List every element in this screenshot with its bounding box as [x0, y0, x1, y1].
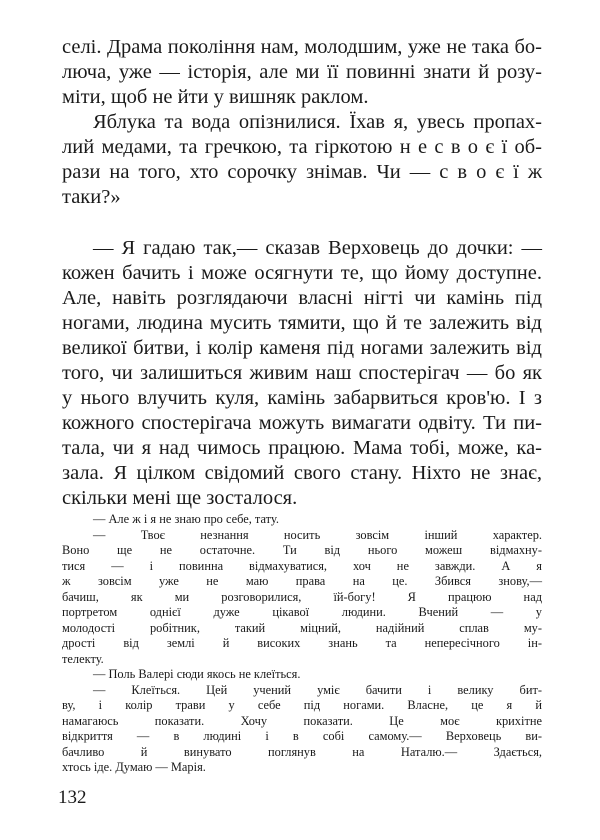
- text-line: — Я гадаю так,— сказав Верховець до дочки: —: [93, 237, 542, 259]
- text-line: — Клеїться. Цей учений уміє бачити і велику бит-: [93, 683, 542, 697]
- text-line: ж зовсім уже не маю права на це. Збився знову,—: [62, 574, 542, 588]
- text-line: Яблука та вода опізнилися. Їхав я, увесь пропах-: [93, 111, 542, 133]
- text-line: тися — і повинна відмахуватися, хоч не завжди. А я: [62, 559, 542, 573]
- text-line: Але, навіть розглядаючи власні нігті чи камінь під: [62, 287, 542, 309]
- text-line: — Твоє незнання носить зовсім інший характер.: [93, 528, 542, 542]
- text-line: телекту.: [62, 652, 104, 666]
- text-line: дрості від землі й високих знань та непересічного ін-: [62, 636, 542, 650]
- text-line: портретом однієї дуже цікавої людини. Вчений — у: [62, 605, 542, 619]
- text-line: бачливо й винувато поглянув на Наталю.— Здається,: [62, 745, 542, 759]
- text-line: зала. Я цілком свідомий свого стану. Ніхто не знає,: [62, 462, 542, 484]
- text-line: таки?»: [62, 186, 121, 208]
- text-line: — Поль Валері сюди якось не клеїться.: [93, 667, 301, 681]
- text-line: у нього влучить куля, камінь забарвиться кров'ю. І з: [62, 387, 542, 409]
- text-line: скільки мені ще зосталося.: [62, 487, 298, 509]
- text-line: Воно ще не остаточне. Ти від нього можеш відмахну-: [62, 543, 542, 557]
- text-line: лий медами, та гречкою, та гіркотою н е с в о є ї об-: [62, 136, 542, 158]
- text-line: хтось іде. Думаю — Марія.: [62, 760, 206, 774]
- text-line: того, чи залишиться живим наш спостерігач — бо як: [62, 362, 542, 384]
- text-line: бачиш, як ми розговорилися, їй-богу! Я працюю над: [62, 590, 542, 604]
- text-line: міти, щоб не йти у вишняк раклом.: [62, 86, 369, 108]
- text-line: селі. Драма покоління нам, молодшим, уже не така бо-: [62, 36, 542, 58]
- text-line: відкриття — в людині і в собі самому.— Верховець ви-: [62, 729, 542, 743]
- text-line: — Але ж і я не знаю про себе, тату.: [93, 512, 279, 526]
- text-line: люча, уже — історія, але ми її повинні знати й розу-: [62, 61, 542, 83]
- text-line: намагаюсь показати. Хочу показати. Це моє крихітне: [62, 714, 542, 728]
- page-number: 132: [58, 787, 87, 808]
- text-line: ву, і колір трави у себе під ногами. Власне, це я й: [62, 698, 542, 712]
- text-line: молодості робітник, такий міцний, надійний сплав му-: [62, 621, 542, 635]
- text-line: тала, чи я над чимось працюю. Мама тобі, може, ка-: [62, 437, 542, 459]
- text-line: великої битви, і колір каменя під ногами залежить від: [62, 337, 542, 359]
- text-line: кожного спостерігача можуть вимагати одвіту. Ти пи-: [62, 412, 542, 434]
- text-line: ногами, людина мусить тямити, що й те залежить від: [62, 312, 542, 334]
- text-line: рази на того, хто сорочку знімав. Чи — с в о є ї ж: [62, 161, 542, 183]
- text-line: кожен бачить і може осягнути те, що йому доступне.: [62, 262, 542, 284]
